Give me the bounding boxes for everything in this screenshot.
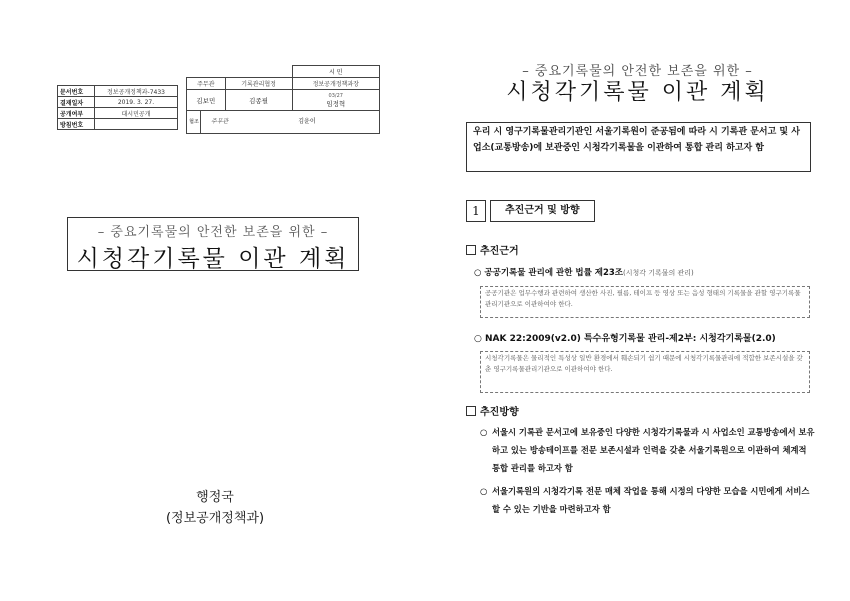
section-title: 추진근거 및 방향	[490, 200, 595, 222]
basis-item-1	[474, 266, 694, 278]
basis-heading-text: 추진근거	[480, 246, 519, 257]
direction-heading	[466, 403, 519, 418]
approval-signature: 김종필	[225, 90, 292, 111]
basis-item-2	[474, 331, 776, 344]
basis-item-2-text: NAK 22:2009(v2.0) 특수유형기록물 관리-제2부: 시청각기록물(2.0)	[485, 334, 776, 344]
direction-heading-text: 추진방향	[480, 407, 519, 418]
meta-label: 방침번호	[58, 119, 95, 130]
checkbox-square-icon	[466, 406, 476, 416]
cover-title-box	[67, 217, 359, 271]
department-block	[140, 487, 290, 529]
approval-header: 시 민	[292, 66, 379, 78]
cover-title: 시청각기록물 이관 계획	[76, 246, 350, 272]
direction-item-1	[480, 423, 815, 477]
basis-item-1-note: (시청각 기록물의 관리)	[623, 269, 694, 277]
circle-bullet-icon: ○	[474, 334, 482, 344]
basis-quote-1: 공공기관은 업무수행과 관련하여 생산한 사진, 필름, 테이프 등 영상 또는 음성 형태의 기록물을 관할 영구기록물관리기관으로 이관하여야 한다.	[480, 286, 810, 318]
document-meta-table	[57, 85, 178, 130]
basis-quote-2: 시청각기록물은 물리적인 특성상 일반 환경에서 훼손되기 쉽기 때문에 시청각기록물관리에 적합한 보존시설을 갖춘 영구기록물관리기관으로 이관하여야 한다.	[480, 351, 810, 393]
circle-bullet-icon: ○	[474, 268, 482, 278]
section-heading	[466, 200, 595, 222]
page-subtitle: – 중요기록물의 안전한 보존을 위한 –	[522, 64, 753, 79]
department-division: (정보공개정책과)	[165, 511, 265, 526]
approval-signature: 김보민	[187, 90, 226, 111]
summary-box: 우리 시 영구기록물관리기관인 서울기록원이 준공됨에 따라 시 기록관 문서고 및 사업소(교통방송)에 보관중인 시청각기록물을 이관하여 통합 관리 하고자 함	[466, 122, 811, 172]
basis-heading	[466, 242, 519, 257]
meta-row	[58, 119, 178, 130]
approval-signature-cell	[292, 90, 379, 111]
circle-bullet-icon: ○	[480, 427, 488, 437]
cosign-row	[187, 111, 380, 134]
meta-label: 공개여부	[58, 108, 95, 119]
meta-value: 대시민공개	[95, 108, 178, 119]
meta-value: 정보공개정책과-7433	[95, 86, 178, 97]
section-number: 1	[466, 200, 486, 222]
cosign-label: 협조	[188, 111, 201, 133]
approval-label: 주무관	[187, 78, 226, 90]
meta-row	[58, 97, 178, 108]
meta-label: 결재일자	[58, 97, 95, 108]
cosign-role: 주무관	[210, 118, 229, 125]
page-title: 시청각기록물 이관 계획	[506, 80, 769, 105]
direction-item-2	[480, 482, 815, 518]
basis-item-1-text: 공공기록물 관리에 관한 법률 제23조	[484, 268, 624, 278]
approval-label: 정보공개정책과장	[292, 78, 379, 90]
department-name: 행정국	[196, 490, 234, 505]
approval-date: 03/27	[328, 92, 343, 99]
meta-value: 2019. 3. 27.	[95, 97, 178, 108]
checkbox-square-icon	[466, 245, 476, 255]
direction-item-2-text: 서울기록원의 시청각기록 전문 매체 작업을 통해 시정의 다양한 모습을 시민에게 서비스 할 수 있는 기반을 마련하고자 함	[492, 486, 810, 514]
circle-bullet-icon: ○	[480, 486, 488, 496]
direction-item-1-text: 서울시 기록관 문서고에 보유중인 다양한 시청각기록물과 시 사업소인 교통방송에서 보유하고 있는 방송테이프를 전문 보존시설과 인력을 갖춘 서울기록원으로 이관하여 체계적 통합 관리를 하고자 함	[492, 427, 815, 473]
meta-row	[58, 108, 178, 119]
meta-row	[58, 86, 178, 97]
cosign-name: 김윤이	[298, 118, 316, 125]
approval-table	[186, 65, 380, 134]
approval-label: 기록관리협정	[225, 78, 292, 90]
meta-value	[95, 119, 178, 130]
approval-signature: 임정혁	[326, 99, 346, 108]
meta-label: 문서번호	[58, 86, 95, 97]
cover-subtitle: – 중요기록물의 안전한 보존을 위한 –	[97, 225, 329, 240]
